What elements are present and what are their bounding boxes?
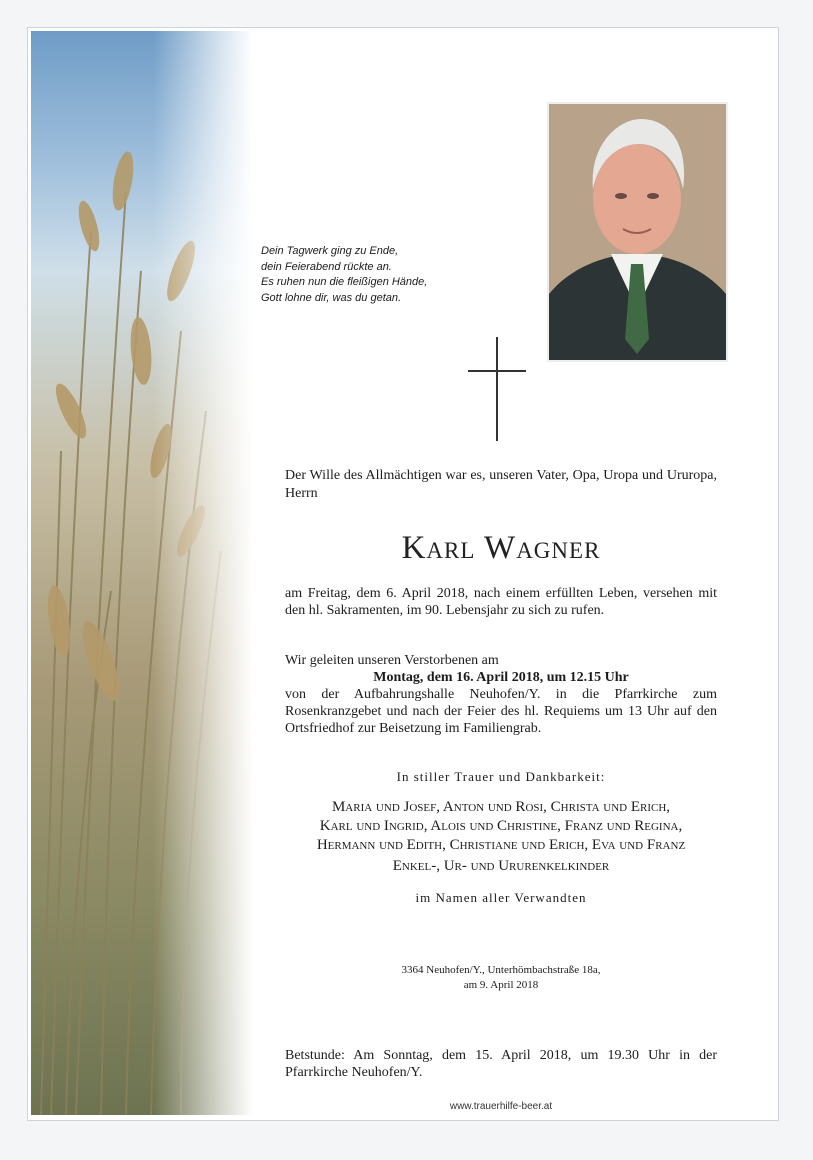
mourners-list xyxy=(285,798,717,855)
intro-text: Der Wille des Allmächtigen war es, unseren Vater, Opa, Uropa und Ururopa, Herrn xyxy=(285,468,717,501)
mourners-line: Maria und Josef, Anton und Rosi, Christa und Erich, xyxy=(331,799,671,815)
grandchildren-line: Enkel-, Ur- und Ururenkelkinder xyxy=(392,858,610,874)
funeral-text: von der Aufbahrungshalle Neuhofen/Y. in die Pfarrkirche zum Rosenkranzgebet und nach der Feier des hl. Requiems um 13 Uhr auf den Ortsfriedhof zur Beisetzung im Familiengrab. xyxy=(285,687,717,736)
portrait-photo xyxy=(547,102,728,362)
cross-icon xyxy=(468,337,526,441)
address-date: am 9. April 2018 xyxy=(463,979,539,991)
poem-line: Dein Tagwerk ging zu Ende, xyxy=(261,245,399,257)
funeral-date: Montag, dem 16. April 2018, um 12.15 Uhr xyxy=(373,670,629,685)
funeral-details xyxy=(285,652,717,737)
poem-line: Gott lohne dir, was du getan. xyxy=(261,291,402,304)
passing-text: am Freitag, dem 6. April 2018, nach einem erfüllten Leben, versehen mit den hl. Sakramenten, im 90. Lebensjahr zu sich zu rufen. xyxy=(285,586,717,618)
memorial-poem xyxy=(261,244,521,306)
wheat-stalks-graphic xyxy=(31,31,253,1115)
website-link[interactable]: www.trauerhilfe-beer.at xyxy=(449,1101,553,1112)
prayer-service-text: Betstunde: Am Sonntag, dem 15. April 2018, um 19.30 Uhr in der Pfarrkirche Neuhofen/Y. xyxy=(285,1048,717,1080)
relatives-line: im Namen aller Verwandten xyxy=(415,890,587,905)
funeral-lead: Wir geleiten unseren Verstorbenen am xyxy=(285,653,499,668)
address-line: 3364 Neuhofen/Y., Unterhömbachstraße 18a, xyxy=(401,964,601,976)
portrait-image xyxy=(549,104,726,360)
poem-line: Es ruhen nun die fleißigen Hände, xyxy=(261,276,428,288)
mourners-line: Karl und Ingrid, Alois und Christine, Franz und Regina, xyxy=(319,818,683,834)
poem-line: dein Feierabend rückte an. xyxy=(261,260,392,273)
mourners-line: Hermann und Edith, Christiane und Erich, Eva und Franz xyxy=(316,837,686,853)
wheat-field-image xyxy=(31,31,253,1115)
address-block xyxy=(285,963,717,993)
deceased-name: Karl Wagner xyxy=(401,530,601,566)
mourning-title: In stiller Trauer und Dankbarkeit: xyxy=(396,769,606,784)
